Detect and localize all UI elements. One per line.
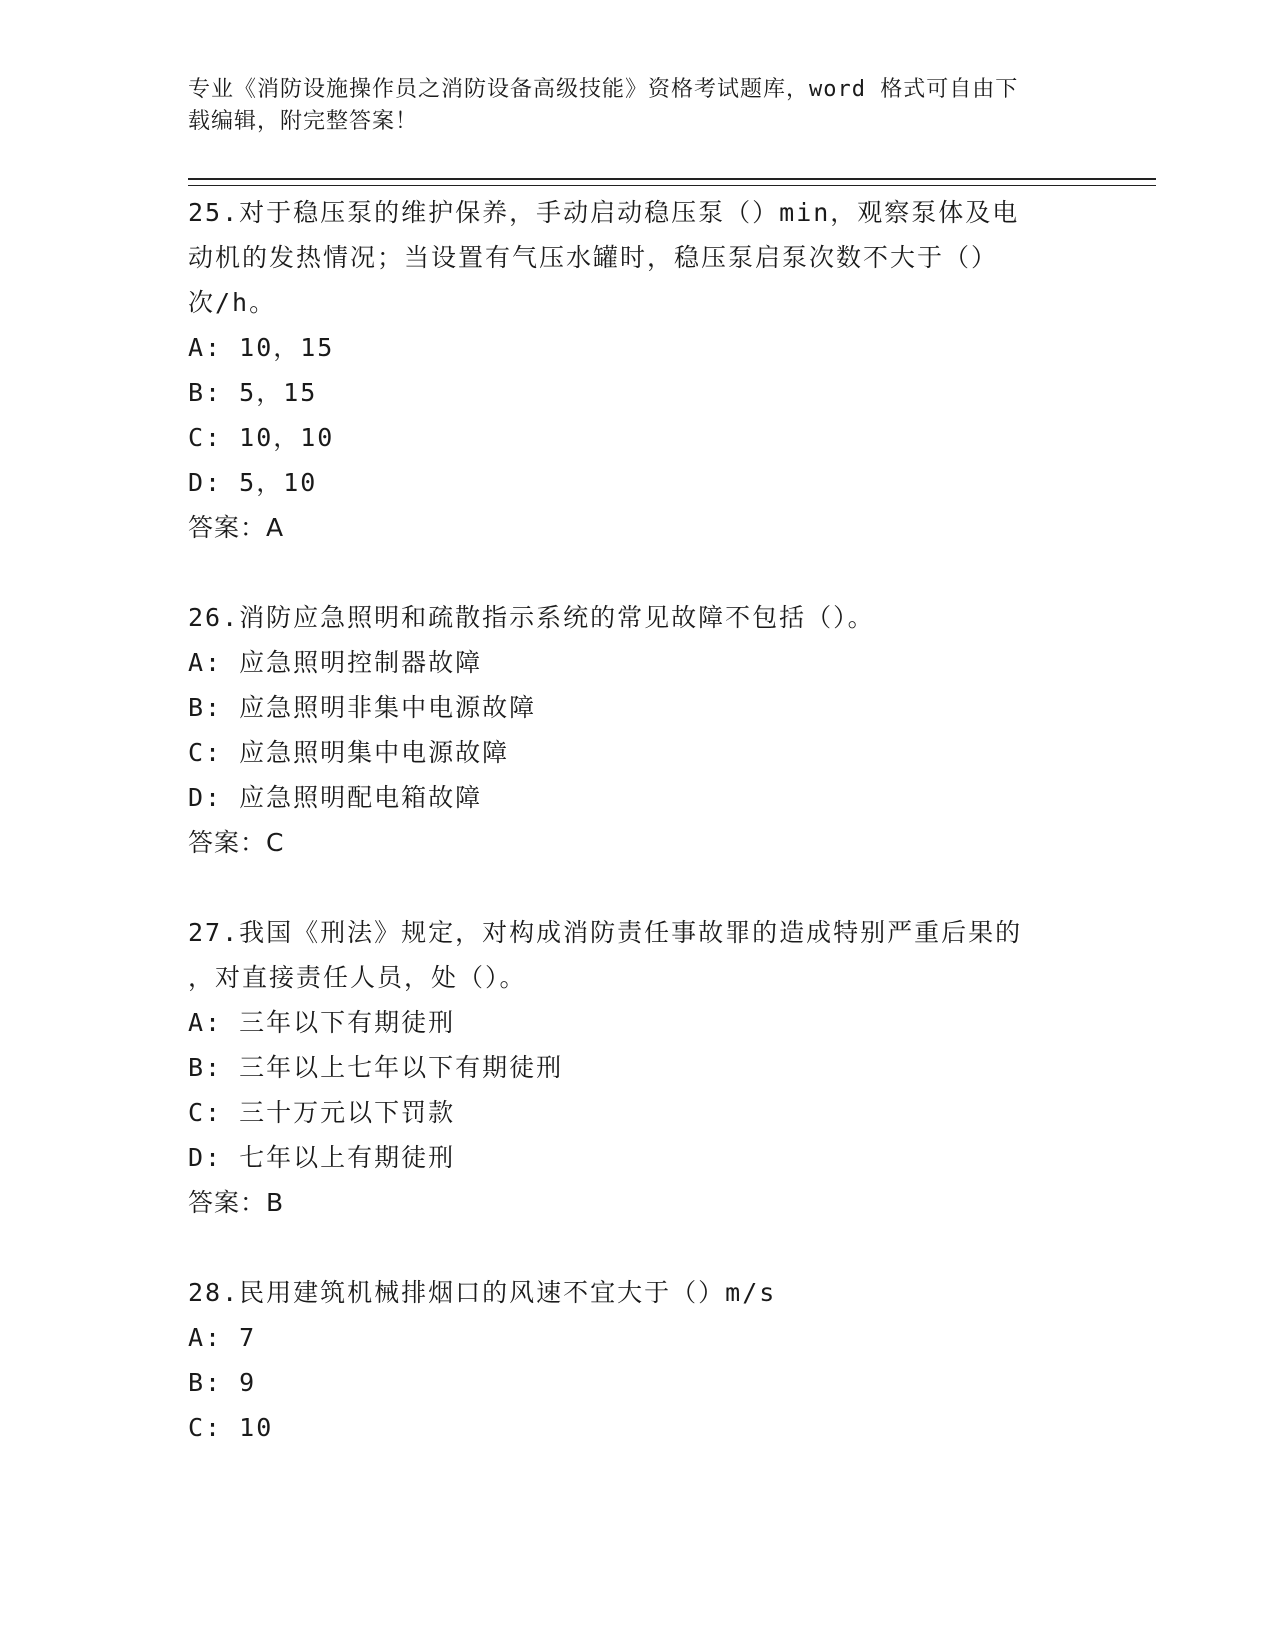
question-28	[188, 1270, 1088, 1450]
question-25	[188, 190, 1088, 550]
option-a: A: 三年以下有期徒刑	[188, 1008, 456, 1037]
question-stem-line: 26.消防应急照明和疏散指示系统的常见故障不包括（）。	[188, 603, 875, 632]
option-c: C: 10，10	[188, 423, 335, 452]
option-a: A: 10，15	[188, 333, 335, 362]
option-d: D: 七年以上有期徒刑	[188, 1143, 456, 1172]
question-stem-line: 动机的发热情况；当设置有气压水罐时，稳压泵启泵次数不大于（）	[188, 243, 999, 272]
header-line-1: 专业《消防设施操作员之消防设备高级技能》资格考试题库，word 格式可自由下	[188, 77, 1019, 102]
option-b: B: 9	[188, 1368, 257, 1397]
question-list	[188, 190, 1088, 1495]
option-d: D: 应急照明配电箱故障	[188, 783, 483, 812]
question-26	[188, 595, 1088, 865]
question-stem-line: 28.民用建筑机械排烟口的风速不宜大于（）m/s	[188, 1278, 777, 1307]
answer: 答案：B	[188, 1188, 285, 1217]
document-header	[188, 74, 1088, 138]
question-stem-line: 25.对于稳压泵的维护保养，手动启动稳压泵（）min，观察泵体及电	[188, 198, 1020, 227]
option-b: B: 三年以上七年以下有期徒刑	[188, 1053, 564, 1082]
header-line-2: 载编辑，附完整答案！	[188, 109, 419, 134]
question-stem-line: ，对直接责任人员，处（）。	[188, 963, 527, 992]
option-c: C: 三十万元以下罚款	[188, 1098, 456, 1127]
header-divider	[188, 178, 1156, 186]
question-stem-line: 27.我国《刑法》规定，对构成消防责任事故罪的造成特别严重后果的	[188, 918, 1023, 947]
answer: 答案：A	[188, 513, 285, 542]
option-c: C: 应急照明集中电源故障	[188, 738, 510, 767]
option-a: A: 7	[188, 1323, 257, 1352]
question-27	[188, 910, 1088, 1225]
question-stem-line: 次/h。	[188, 288, 277, 317]
option-a: A: 应急照明控制器故障	[188, 648, 483, 677]
option-b: B: 应急照明非集中电源故障	[188, 693, 537, 722]
option-d: D: 5，10	[188, 468, 318, 497]
option-c: C: 10	[188, 1413, 274, 1442]
answer: 答案：C	[188, 828, 285, 857]
option-b: B: 5，15	[188, 378, 318, 407]
